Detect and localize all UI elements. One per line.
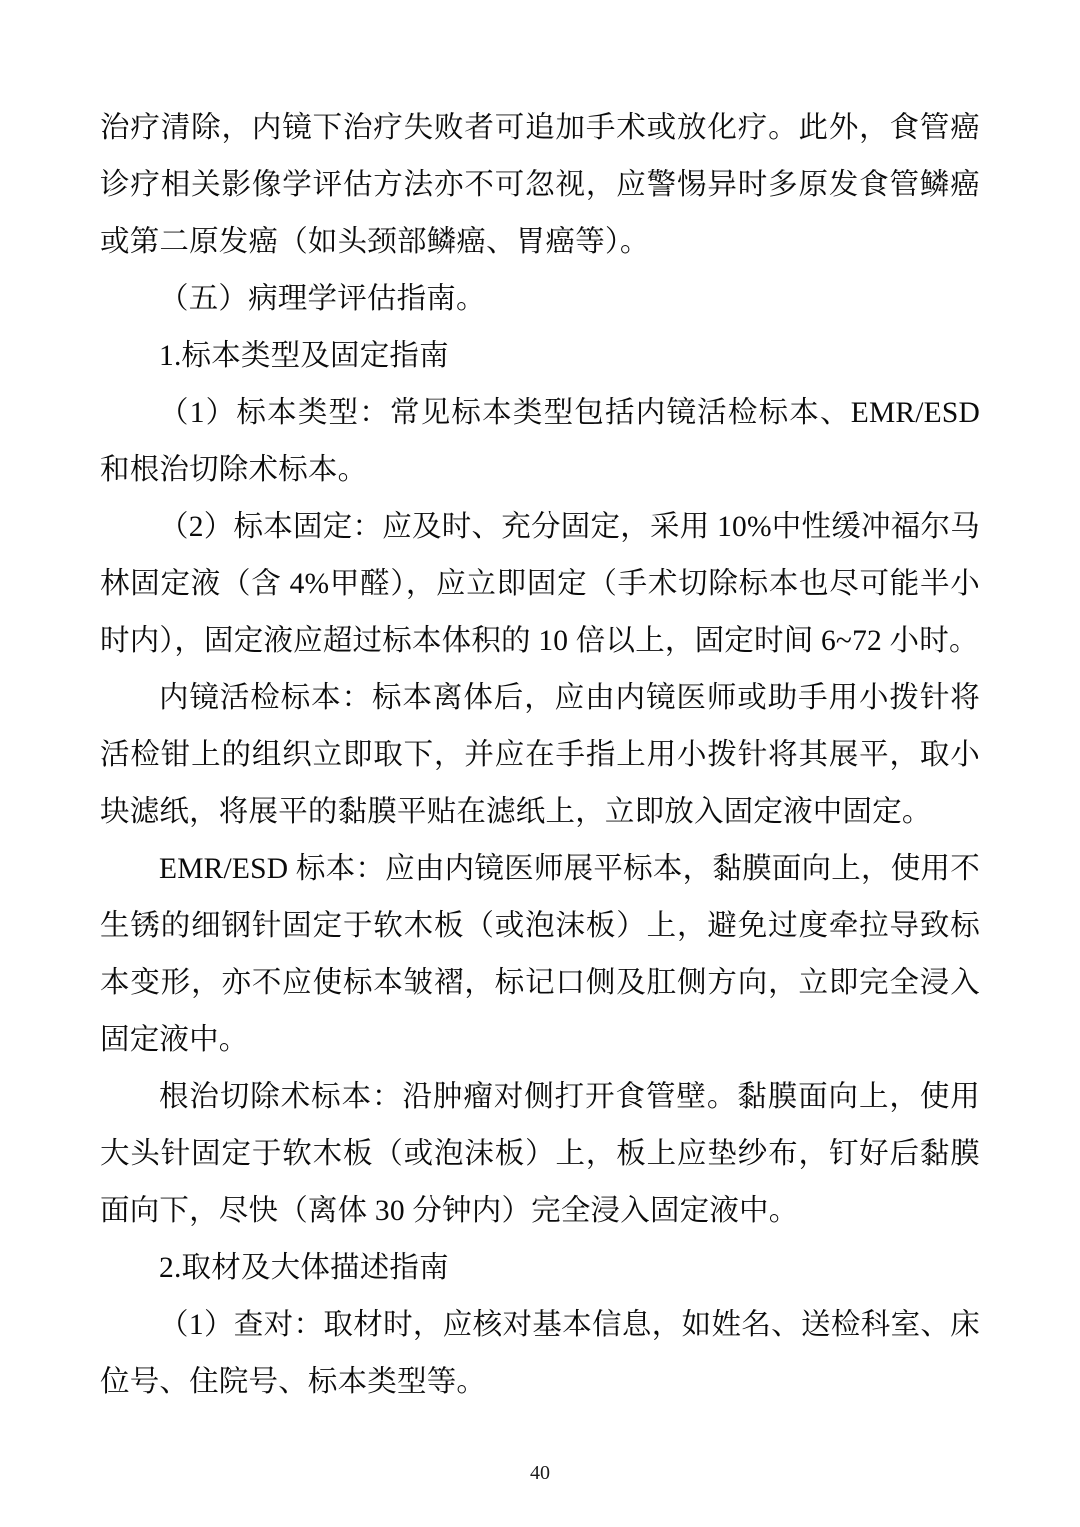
paragraph-verification: （1）查对：取材时，应核对基本信息，如姓名、送检科室、床位号、住院号、标本类型等。 xyxy=(100,1309,980,1398)
paragraph-radical-resection-specimen: 根治切除术标本：沿肿瘤对侧打开食管壁。黏膜面向上，使用大头针固定于软木板（或泡沫板）上，板上应垫纱布，钉好后黏膜面向下，尽快（离体 30 分钟内）完全浸入固定液中。 xyxy=(100,1081,980,1227)
document-body xyxy=(100,100,988,1411)
paragraph-specimen-types: （1）标本类型：常见标本类型包括内镜活检标本、EMR/ESD 和根治切除术标本。 xyxy=(100,397,988,486)
paragraph-item-2-heading: 2.取材及大体描述指南 xyxy=(159,1252,449,1284)
page-number: 40 xyxy=(530,1462,550,1484)
paragraph-continued-treatment: 治疗清除，内镜下治疗失败者可追加手术或放化疗。此外，食管癌诊疗相关影像学评估方法亦不可忽视，应警惕异时多原发食管鳞癌或第二原发癌（如头颈部鳞癌、胃癌等）。 xyxy=(100,112,980,258)
paragraph-section-five-heading: （五）病理学评估指南。 xyxy=(159,283,486,315)
paragraph-item-1-heading: 1.标本类型及固定指南 xyxy=(159,340,449,372)
paragraph-emr-esd-specimen: EMR/ESD 标本：应由内镜医师展平标本，黏膜面向上，使用不生锈的细钢针固定于软木板（或泡沫板）上，避免过度牵拉导致标本变形，亦不应使标本皱褶，标记口侧及肛侧方向，立即完全浸入固定液中。 xyxy=(100,853,980,1056)
paragraph-specimen-fixation: （2）标本固定：应及时、充分固定，采用 10%中性缓冲福尔马林固定液（含 4%甲醛），应立即固定（手术切除标本也尽可能半小时内），固定液应超过标本体积的 10 倍以上，固定时间 6~72 小时。 xyxy=(100,511,980,657)
paragraph-endoscopic-biopsy: 内镜活检标本：标本离体后，应由内镜医师或助手用小拨针将活检钳上的组织立即取下，并应在手指上用小拨针将其展平，取小块滤纸，将展平的黏膜平贴在滤纸上，立即放入固定液中固定。 xyxy=(100,682,980,828)
